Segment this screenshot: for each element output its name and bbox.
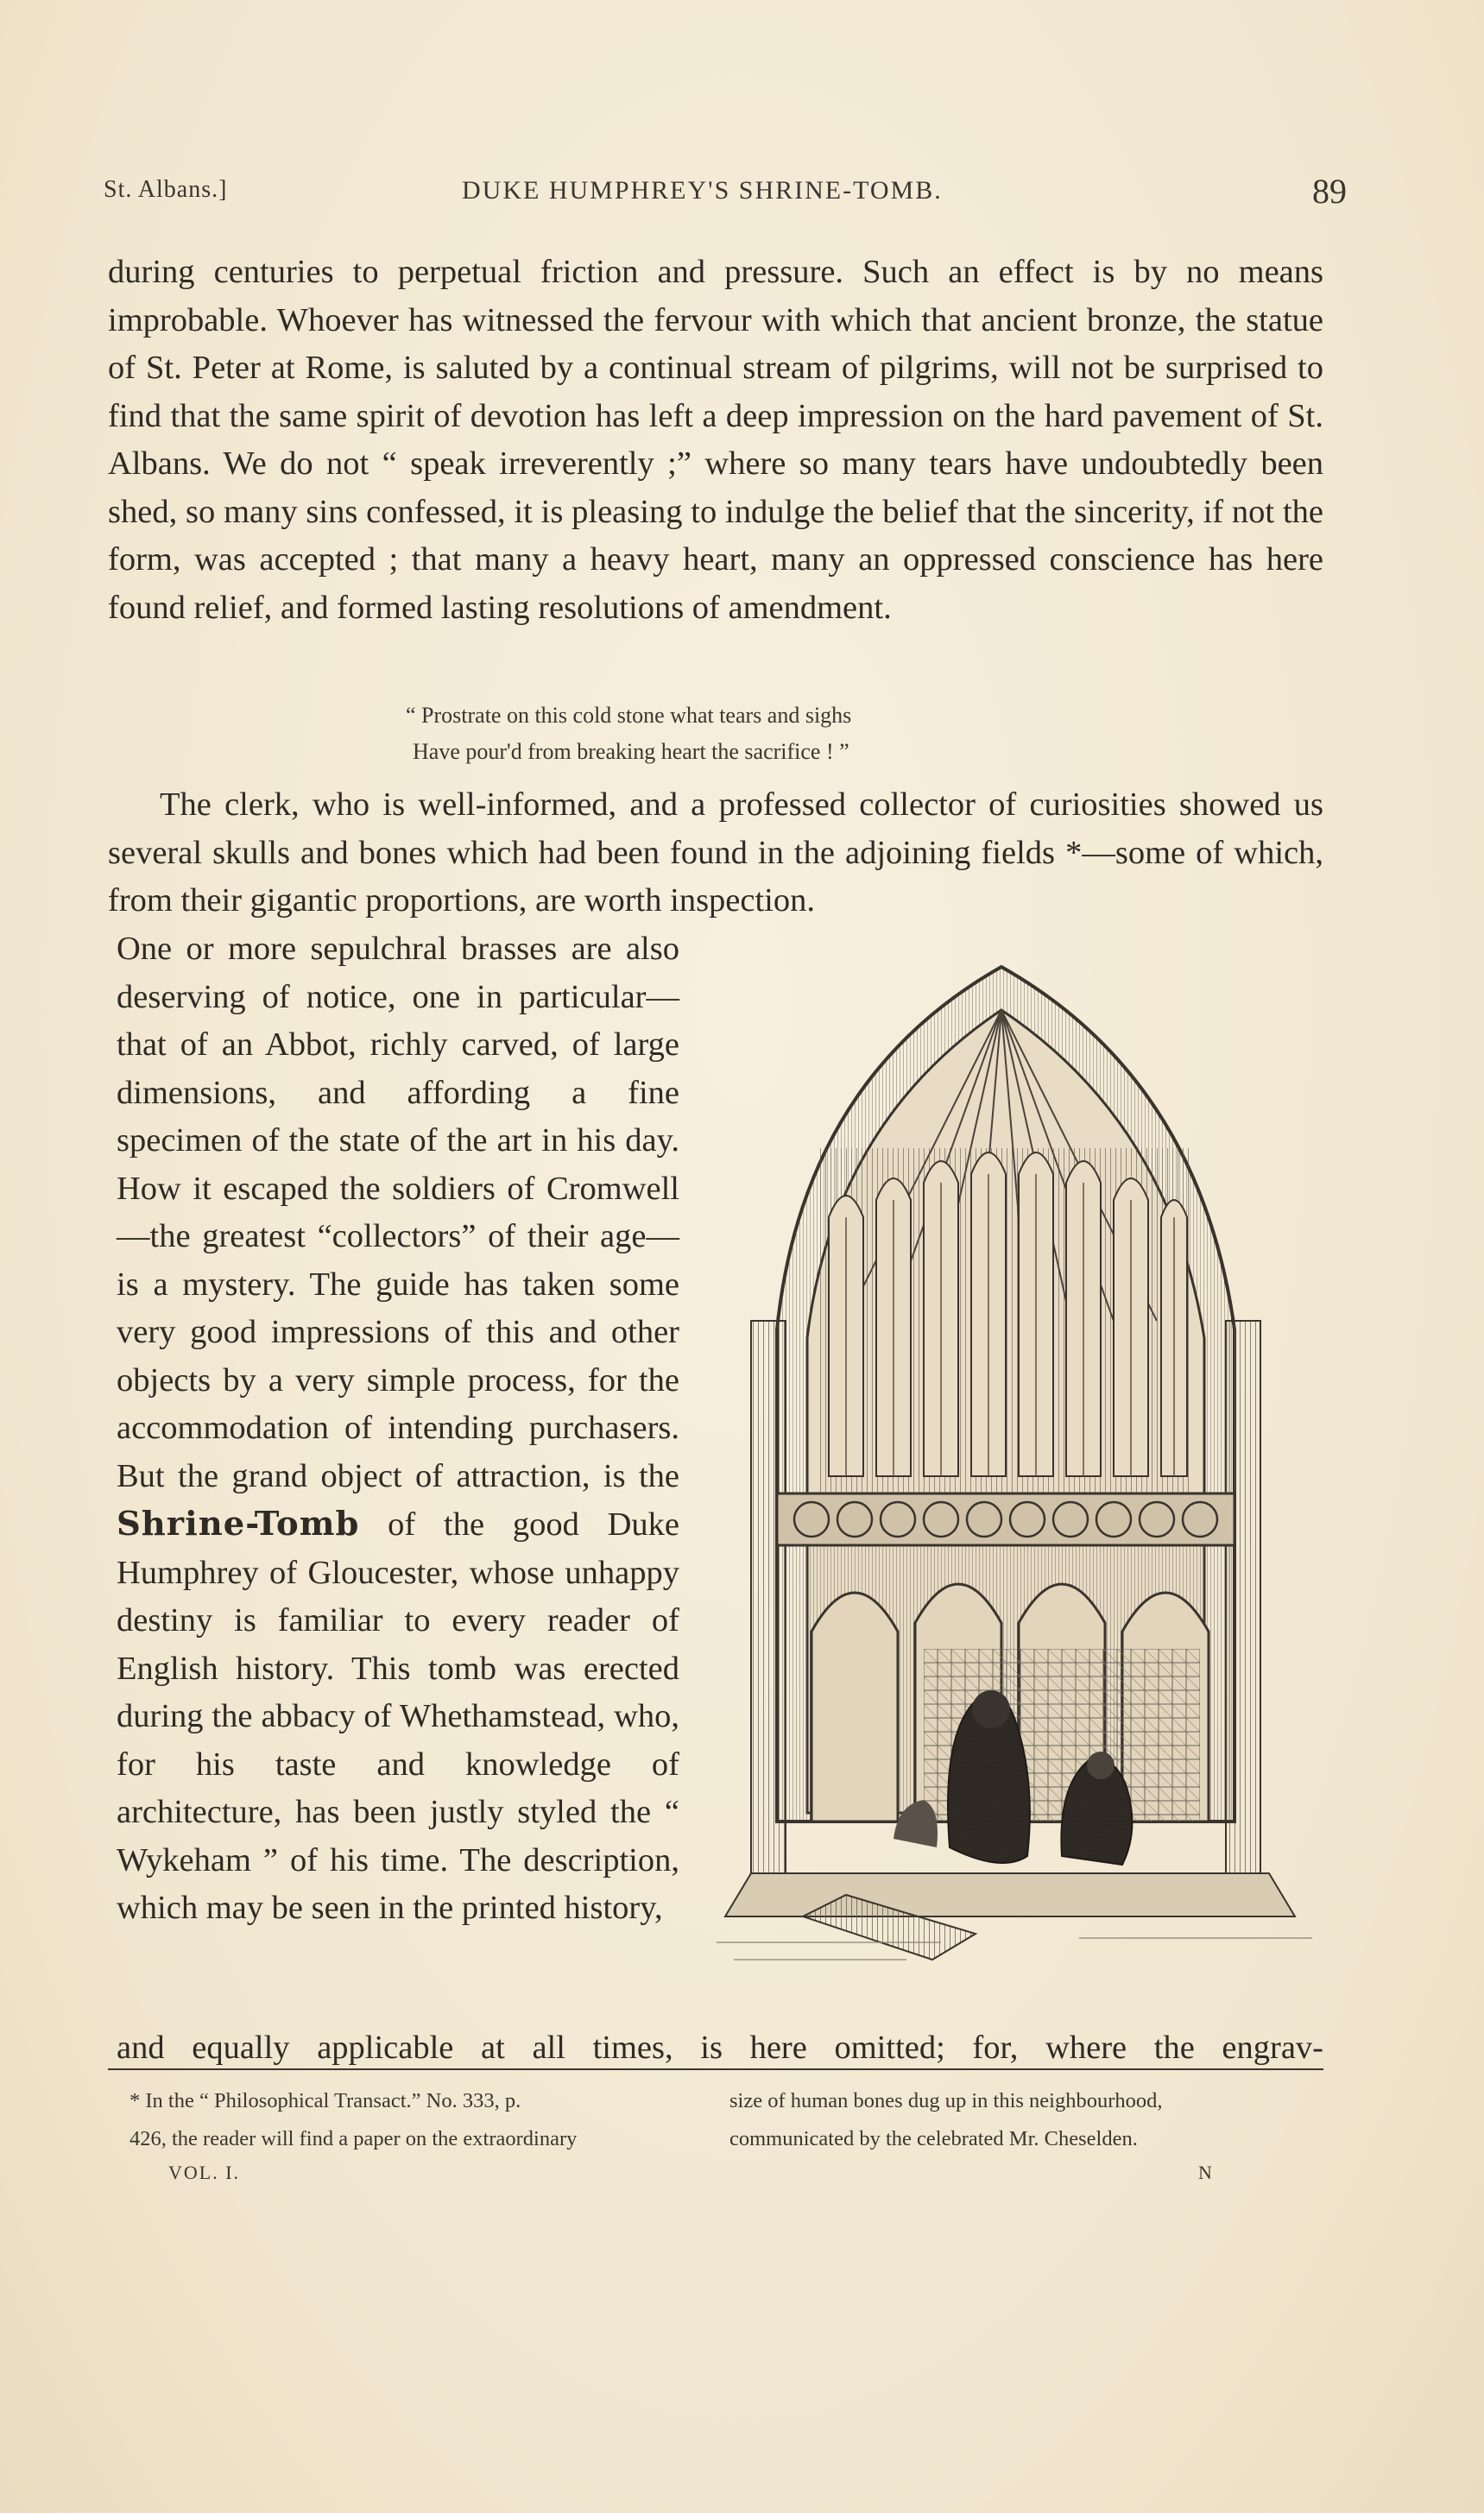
footnote-left-column — [129, 2082, 704, 2158]
footnote-right-column — [729, 2082, 1325, 2158]
volume-signature: VOL. I. — [168, 2162, 241, 2183]
blackletter-shrine-tomb: Shrine-Tomb — [117, 1505, 360, 1544]
paragraph-3-before: One or more sepulchral brasses are also deserving of notice, one in particular—that of an Abbot, richly carved, of large dimensions, and affording a fine specimen of the state of the art in his day. How it escaped the soldiers of Cromwell—the greatest “collectors” of their age—is a mystery. The guide has taken some very good impressions of this and other objects by a very simple process, for the accommodation of intending purchasers. But the grand object of attraction, is the — [117, 931, 679, 1494]
paragraph-3-wrapped — [117, 925, 679, 1933]
gothic-shrine-engraving-icon — [717, 958, 1321, 2029]
verse-line-2: Have pour'd from breaking heart the sacrifice ! ” — [413, 739, 849, 764]
paragraph-2: The clerk, who is well-informed, and a professed collector of curiosities showed us several skulls and bones which had been found in the adjoining fields *—some of which, from their gigantic proportions, are worth inspection. — [108, 786, 1323, 919]
verse-quote — [406, 698, 1096, 770]
page-number: 89 — [1312, 172, 1347, 211]
footnote-line: * In the “ Philosophical Transact.” No. 333, p. — [129, 2089, 521, 2112]
running-head — [104, 171, 1347, 214]
footnote-rule — [108, 2068, 1323, 2070]
paragraph-1: during centuries to perpetual friction and pressure. Such an effect is by no means improbable. Whoever has witnessed the fervour with which that ancient bronze, the statue of St. Peter at Rome, is saluted by a continual stream of pilgrims, will not be surprised to find that the same spirit of devotion has left a deep impression on the hard pavement of St. Albans. We do not “ speak irreverently ;” where so many tears have undoubtedly been shed, so many sins confessed, it is pleasing to indulge the belief that the sincerity, if not the form, was accepted ; that many a heavy heart, many an oppressed conscience has here found relief, and formed lasting resolutions of amendment. — [108, 254, 1323, 626]
paragraph-3-last-line: and equally applicable at all times, is here omitted; for, where the engrav- — [117, 2030, 1323, 2066]
footnote-line: 426, the reader will find a paper on the extraordinary — [129, 2127, 578, 2150]
running-head-title: DUKE HUMPHREY'S SHRINE-TOMB. — [462, 176, 943, 205]
signature-mark: N — [1198, 2162, 1214, 2183]
footnote-line: size of human bones dug up in this neighbourhood, — [729, 2089, 1163, 2112]
running-head-left: St. Albans.] — [104, 176, 228, 203]
verse-line-1: “ Prostrate on this cold stone what tears and sighs — [406, 703, 852, 728]
paragraph-3-after: of the good Duke Humphrey of Gloucester, whose unhappy destiny is familiar to every reader of English history. This tomb was erected during the abbacy of Whethamstead, who, for his taste and knowledge of architecture, has been justly styled the “ Wykeham ” of his time. The description, which may be seen in the printed history, — [117, 1506, 679, 1926]
footnote-line: communicated by the celebrated Mr. Cheselden. — [729, 2127, 1138, 2150]
